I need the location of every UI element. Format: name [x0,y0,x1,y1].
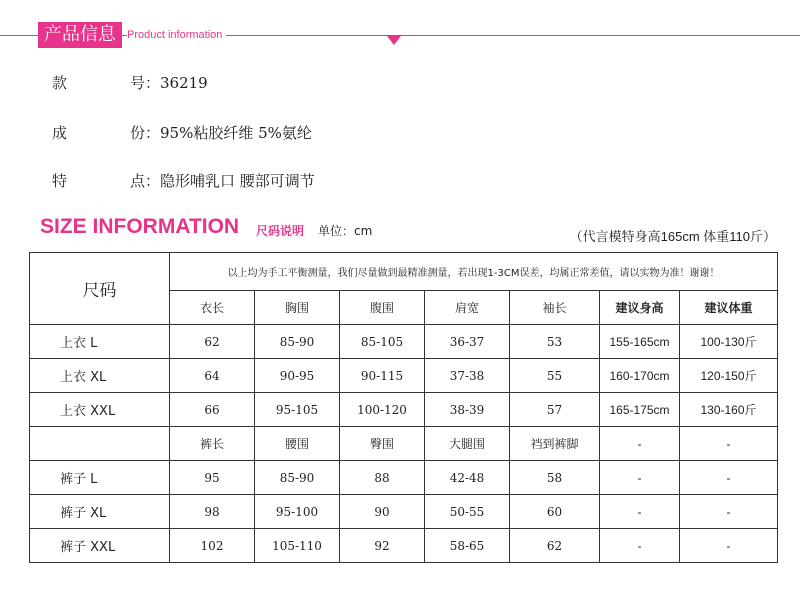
section-subtitle: Product information [127,27,226,43]
table-cell: 62 [510,529,600,563]
table-cell: - [680,495,778,529]
table-cell: 90-115 [340,359,425,393]
table-row [30,495,778,529]
column-header: 腹围 [340,291,425,325]
row-label: 裤子 XXL [30,529,170,563]
corner-cell: 尺码 [30,253,170,325]
column-header: - [600,427,680,461]
column-header: 大腿围 [425,427,510,461]
table-cell: 100-120 [340,393,425,427]
column-header: 臀围 [340,427,425,461]
model-note: （代言模特身高165cm 体重110斤） [569,229,776,244]
table-cell: 42-48 [425,461,510,495]
table-cell: 58 [510,461,600,495]
table-cell: 88 [340,461,425,495]
row-label: 裤子 XL [30,495,170,529]
table-cell: 53 [510,325,600,359]
table-cell: 85-90 [255,325,340,359]
table-header-row [30,427,778,461]
table-cell: 85-90 [255,461,340,495]
table-cell: 62 [170,325,255,359]
table-cell: - [680,461,778,495]
table-cell: 64 [170,359,255,393]
table-cell: 102 [170,529,255,563]
table-row [30,529,778,563]
table-cell: 66 [170,393,255,427]
disclaimer: 以上均为手工平衡测量，我们尽量做到最精准测量，若出现1-3CM误差，均属正常差值，请以实物为准！谢谢！ [170,253,778,291]
info-key: 成 [52,124,68,142]
column-header: - [680,427,778,461]
table-cell: 95 [170,461,255,495]
column-header: 裤长 [170,427,255,461]
column-header [30,427,170,461]
table-cell: 58-65 [425,529,510,563]
table-cell: 160-170cm [600,359,680,393]
column-header: 腰围 [255,427,340,461]
table-cell: 165-175cm [600,393,680,427]
table-row [30,253,778,291]
size-unit: 单位：cm [318,224,373,238]
table-cell: 90 [340,495,425,529]
table-cell: - [600,529,680,563]
table-row [30,325,778,359]
table-cell: 105-110 [255,529,340,563]
table-cell: - [680,529,778,563]
size-info-cn: 尺码说明 [256,224,305,238]
column-header: 肩宽 [425,291,510,325]
table-cell: 95-105 [255,393,340,427]
info-key: 款 [52,74,68,92]
info-value: 号：36219 [130,74,208,92]
row-label: 上衣 XL [30,359,170,393]
table-cell: 50-55 [425,495,510,529]
table-row [30,393,778,427]
column-header: 袖长 [510,291,600,325]
row-label: 上衣 XXL [30,393,170,427]
table-cell: 36-37 [425,325,510,359]
column-header: 衣长 [170,291,255,325]
row-label: 裤子 L [30,461,170,495]
info-value: 份：95%粘胶纤维 5%氨纶 [130,124,312,142]
table-row [30,461,778,495]
table-cell: 38-39 [425,393,510,427]
info-value: 点：隐形哺乳口 腰部可调节 [130,172,315,190]
column-header: 胸围 [255,291,340,325]
table-cell: 90-95 [255,359,340,393]
column-header: 建议身高 [600,291,680,325]
size-table [29,252,778,563]
column-header: 裆到裤脚 [510,427,600,461]
table-cell: 130-160斤 [680,393,778,427]
table-cell: - [600,495,680,529]
table-row [30,359,778,393]
section-title: 产品信息 [38,22,122,48]
table-cell: 55 [510,359,600,393]
triangle-pointer-icon [387,36,401,45]
row-label: 上衣 L [30,325,170,359]
table-cell: 95-100 [255,495,340,529]
size-info-title: SIZE INFORMATION [40,215,240,238]
table-cell: 92 [340,529,425,563]
info-key: 特 [52,172,68,190]
table-cell: 100-130斤 [680,325,778,359]
table-cell: 85-105 [340,325,425,359]
table-cell: - [600,461,680,495]
table-cell: 60 [510,495,600,529]
table-cell: 57 [510,393,600,427]
table-cell: 98 [170,495,255,529]
column-header: 建议体重 [680,291,778,325]
table-cell: 37-38 [425,359,510,393]
table-cell: 155-165cm [600,325,680,359]
table-cell: 120-150斤 [680,359,778,393]
